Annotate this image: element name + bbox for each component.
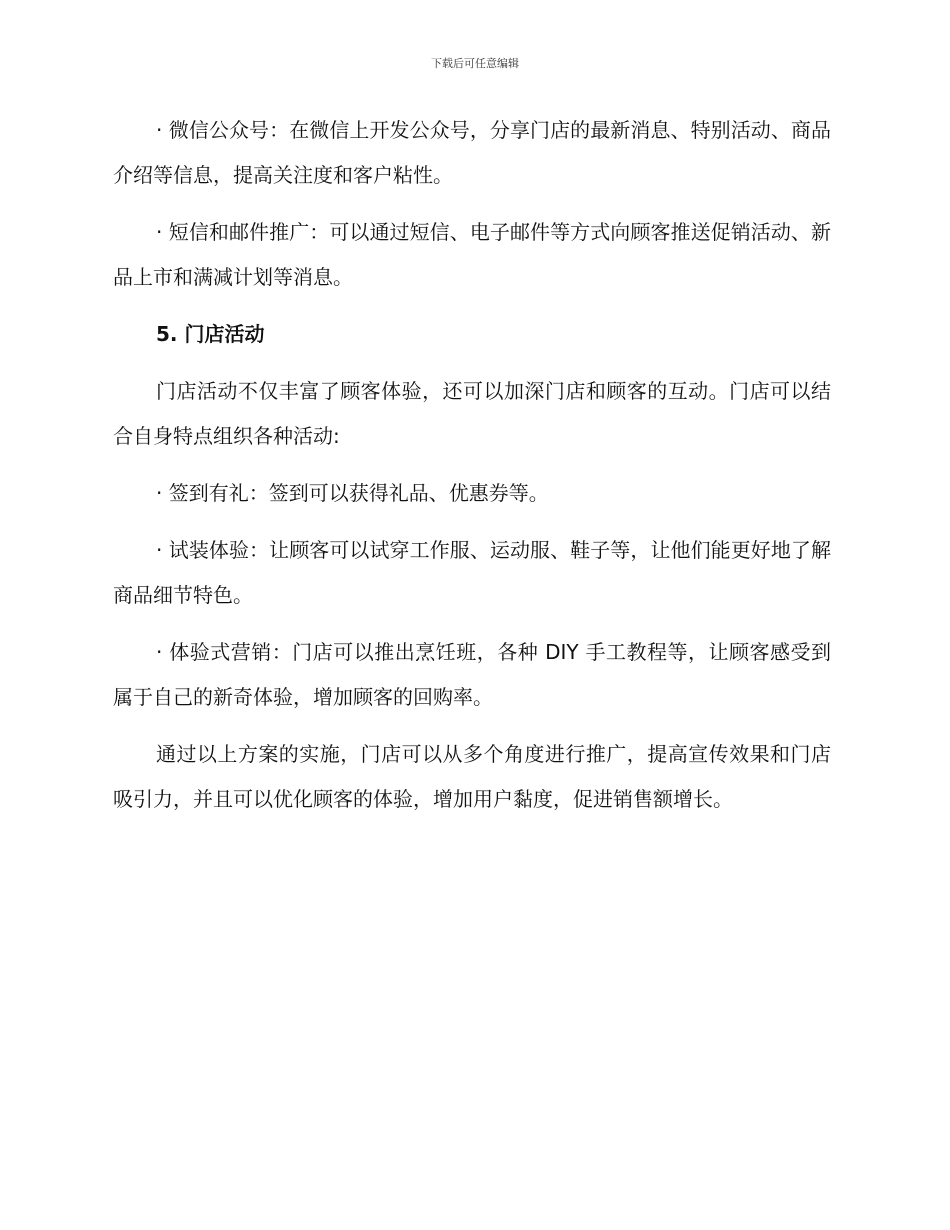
header-note: 下载后可任意编辑 bbox=[431, 57, 519, 70]
paragraph-check-in-gift: · 签到有礼：签到可以获得礼品、优惠券等。 bbox=[156, 481, 549, 505]
paragraph-sms-email: · 短信和邮件推广：可以通过短信、电子邮件等方式向顾客推送促销活动、新品上市和满减计划等消息。 bbox=[113, 220, 831, 289]
paragraph-wechat: · 微信公众号：在微信上开发公众号，分享门店的最新消息、特别活动、商品介绍等信息，提高关注度和客户粘性。 bbox=[113, 118, 831, 187]
section-heading-store-activities: 5. 门店活动 bbox=[156, 322, 265, 346]
document-body bbox=[113, 108, 831, 834]
paragraph-conclusion: 通过以上方案的实施，门店可以从多个角度进行推广，提高宣传效果和门店吸引力，并且可以优化顾客的体验，增加用户黏度，促进销售额增长。 bbox=[113, 742, 831, 811]
paragraph-try-on: · 试装体验：让顾客可以试穿工作服、运动服、鞋子等，让他们能更好地了解商品细节特色。 bbox=[113, 538, 831, 607]
paragraph-experiential-marketing: · 体验式营销：门店可以推出烹饪班，各种 DIY 手工教程等，让顾客感受到属于自己的新奇体验，增加顾客的回购率。 bbox=[113, 640, 831, 709]
paragraph-store-activities-intro: 门店活动不仅丰富了顾客体验，还可以加深门店和顾客的互动。门店可以结合自身特点组织各种活动: bbox=[113, 379, 831, 448]
